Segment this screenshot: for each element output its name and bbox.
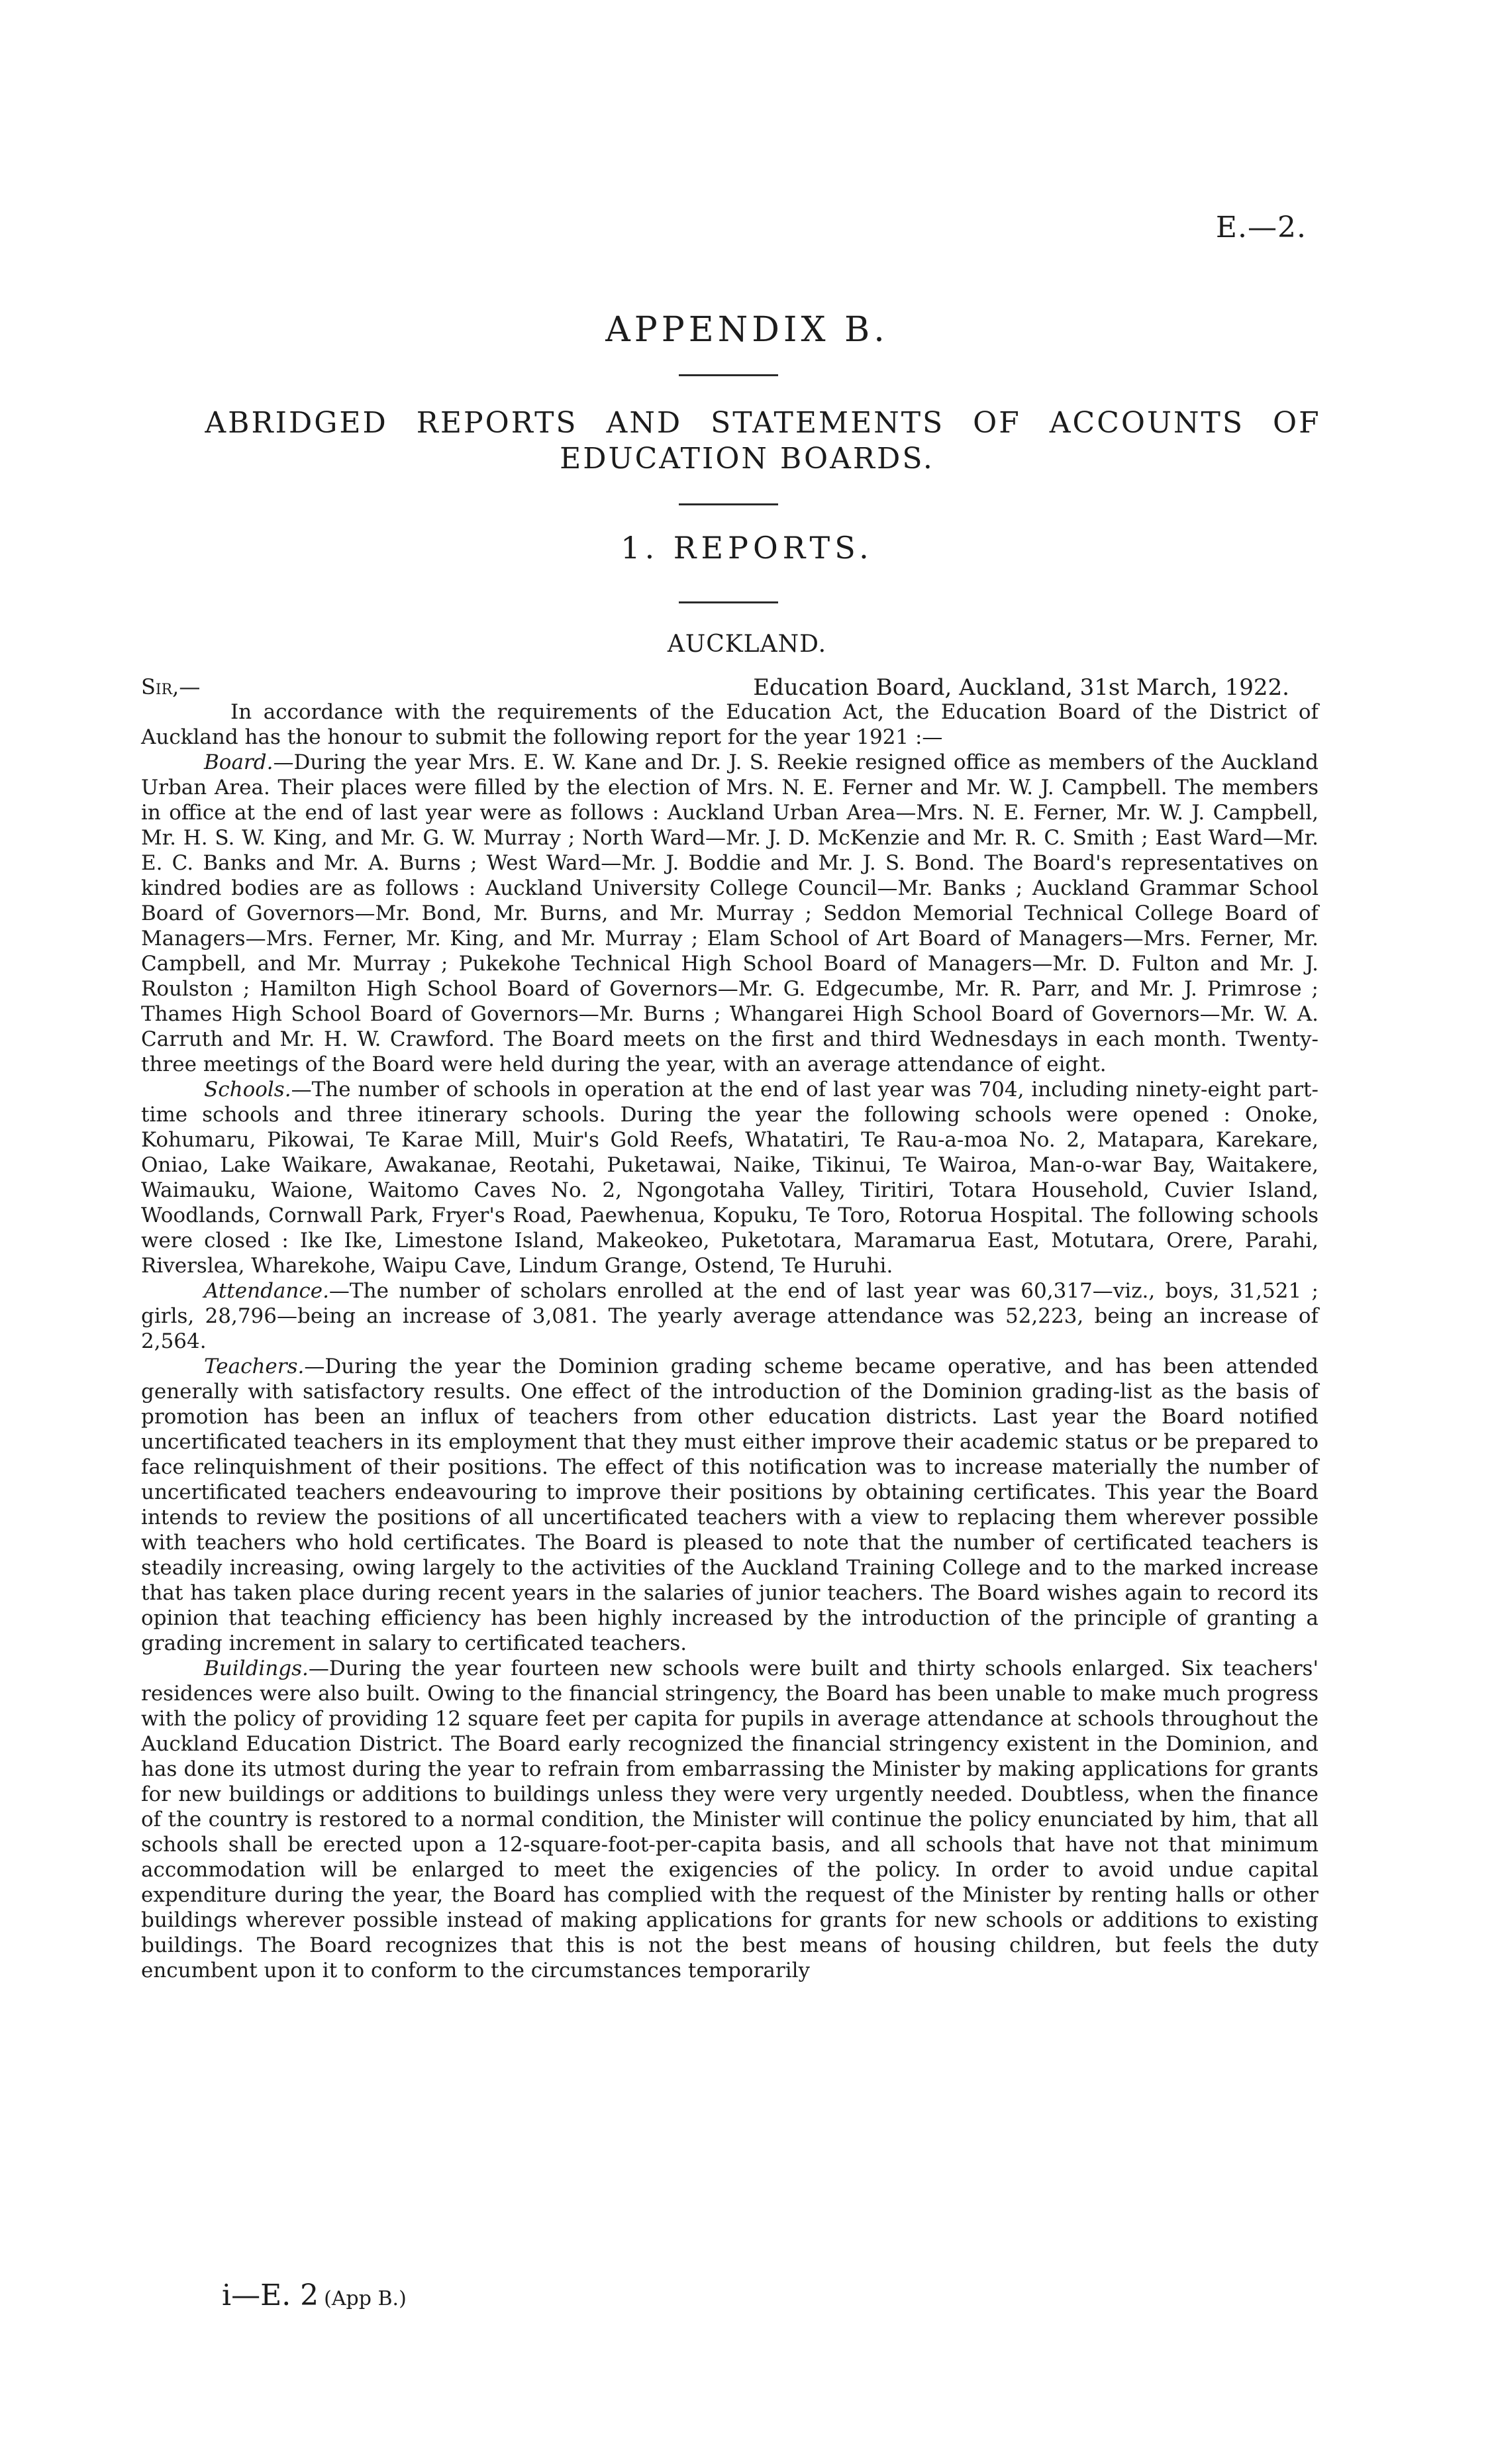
paragraph-heading: Board. <box>204 750 274 774</box>
signature-note: (App B.) <box>324 2287 407 2310</box>
subtitle-line-2: EDUCATION BOARDS. <box>560 442 934 476</box>
document-subtitle <box>0 405 1494 477</box>
title-divider <box>679 374 778 376</box>
appendix-title: APPENDIX B. <box>605 310 889 350</box>
paragraph-heading: Schools. <box>204 1078 291 1102</box>
page-reference: E.—2. <box>1215 211 1307 244</box>
printer-signature <box>222 2279 407 2312</box>
paragraph-text: —During the year Mrs. E. W. Kane and Dr. J. S. Reekie resigned office as members of the Auckland Urban Area. Their places were filled by the election of Mrs. N. E. Ferner and Mr. W. J. Campbell. The members in office at the end of last year were as follows : Auckland Urban Area—Mrs. N. E. Ferner, Mr. W. J. Campbell, Mr. H. S. W. King, and Mr. G. W. Murray ; North Ward—Mr. J. D. McKenzie and Mr. R. C. Smith ; East Ward—Mr. E. C. Banks and Mr. A. Burns ; West Ward—Mr. J. Boddie and Mr. J. S. Bond. The Board's representatives on kindred bodies are as follows : Auckland University College Council—Mr. Banks ; Auckland Grammar School Board of Governors—Mr. Bond, Mr. Burns, and Mr. Murray ; Seddon Memorial Technical College Board of Managers—Mrs. Ferner, Mr. King, and Mr. Murray ; Elam School of Art Board of Managers—Mrs. Ferner, Mr. Campbell, and Mr. Murray ; Pukekohe Technical High School Board of Managers—Mr. D. Fulton and Mr. J. Roulston ; Hamilton High School Board of Governors—Mr. G. Edgecumbe, Mr. R. Parr, and Mr. J. Primrose ; Thames High School Board of Governors—Mr. Burns ; Whangarei High School Board of Governors—Mr. W. A. Carruth and Mr. H. W. Crawford. The Board meets on the first and third Wednesdays in each month. Twenty-three meetings of the Board were held during the year, with an average attendance of eight. <box>141 750 1319 1076</box>
paragraph-text: —The number of scholars enrolled at the end of last year was 60,317—viz., boys, 31,521 ; girls, 28,796—being an increase of 3,081. The yearly average attendance was 52,223, being an increase of 2,564. <box>141 1279 1319 1353</box>
intro-paragraph: In accordance with the requirements of the Education Act, the Education Board of the District of Auckland has the honour to submit the following report for the year 1921 :— <box>141 700 1319 749</box>
subtitle-line-1: ABRIDGED REPORTS AND STATEMENTS OF ACCOUNTS OF <box>205 406 1321 440</box>
paragraph-heading: Teachers. <box>204 1355 305 1378</box>
salutation: Sir,— <box>141 674 201 699</box>
signature-mark: i—E. 2 <box>222 2279 319 2312</box>
dateline: Education Board, Auckland, 31st March, 1922. <box>753 674 1289 701</box>
paragraph-heading: Attendance. <box>204 1279 329 1303</box>
district-heading: AUCKLAND. <box>667 631 827 658</box>
teachers-paragraph <box>141 1354 1319 1656</box>
paragraph-text: —During the year fourteen new schools were built and thirty schools enlarged. Six teachers' residences were also built. Owing to the financial stringency, the Board has been unable to make much progress with the policy of providing 12 square feet per capita for pupils in average attendance at schools throughout the Auckland Education District. The Board early recognized the financial stringency existent in the Dominion, and has done its utmost during the year to refrain from embarrassing the Minister by making applications for grants for new buildings or additions to buildings unless they were very urgently needed. Doubtless, when the finance of the country is restored to a normal condition, the Minister will continue the policy enunciated by him, that all schools shall be erected upon a 12-square-foot-per-capita basis, and all schools that have not that minimum accommodation will be enlarged to meet the exigencies of the policy. In order to avoid undue capital expenditure during the year, the Board has complied with the request of the Minister by renting halls or other buildings wherever possible instead of making applications for grants for new schools or additions to existing buildings. The Board recognizes that this is not the best means of housing children, but feels the duty encumbent upon it to conform to the circumstances temporarily <box>141 1657 1319 1982</box>
board-paragraph <box>141 750 1319 1077</box>
paragraph-text: —During the year the Dominion grading scheme became operative, and has been attended generally with satisfactory results. One effect of the introduction of the Dominion grading-list as the basis of promotion has been an influx of teachers from other education districts. Last year the Board notified uncertificated teachers in its employment that they must either improve their academic status or be prepared to face relinquishment of their positions. The effect of this notification was to increase materially the number of uncertificated teachers endeavouring to improve their positions by obtaining certificates. This year the Board intends to review the positions of all uncertificated teachers with a view to replacing them wherever possible with teachers who hold certificates. The Board is pleased to note that the number of certificated teachers is steadily increasing, owing largely to the activities of the Auckland Training College and to the marked increase that has taken place during recent years in the salaries of junior teachers. The Board wishes again to record its opinion that teaching efficiency has been highly increased by the introduction of the principle of granting a grading increment in salary to certificated teachers. <box>141 1355 1319 1655</box>
section-divider <box>679 601 778 603</box>
report-body <box>141 699 1319 1983</box>
paragraph-heading: Buildings. <box>204 1657 309 1680</box>
attendance-paragraph <box>141 1278 1319 1354</box>
schools-paragraph <box>141 1077 1319 1278</box>
buildings-paragraph <box>141 1656 1319 1983</box>
section-heading: 1. REPORTS. <box>621 530 873 566</box>
paragraph-text: —The number of schools in operation at the end of last year was 704, including ninety-eight part-time schools and three itinerary schools. During the year the following schools were opened : Onoke, Kohumaru, Pikowai, Te Karae Mill, Muir's Gold Reefs, Whatatiri, Te Rau-a-moa No. 2, Matapara, Karekare, Oniao, Lake Waikare, Awakanae, Reotahi, Puketawai, Naike, Tikinui, Te Wairoa, Man-o-war Bay, Waitakere, Waimauku, Waione, Waitomo Caves No. 2, Ngongotaha Valley, Tiritiri, Totara Household, Cuvier Island, Woodlands, Cornwall Park, Fryer's Road, Paewhenua, Kopuku, Te Toro, Rotorua Hospital. The following schools were closed : Ike Ike, Limestone Island, Makeokeo, Puketotara, Maramarua East, Motutara, Orere, Parahi, Riverslea, Wharekohe, Waipu Cave, Lindum Grange, Ostend, Te Huruhi. <box>141 1078 1319 1278</box>
subtitle-divider <box>679 503 778 505</box>
